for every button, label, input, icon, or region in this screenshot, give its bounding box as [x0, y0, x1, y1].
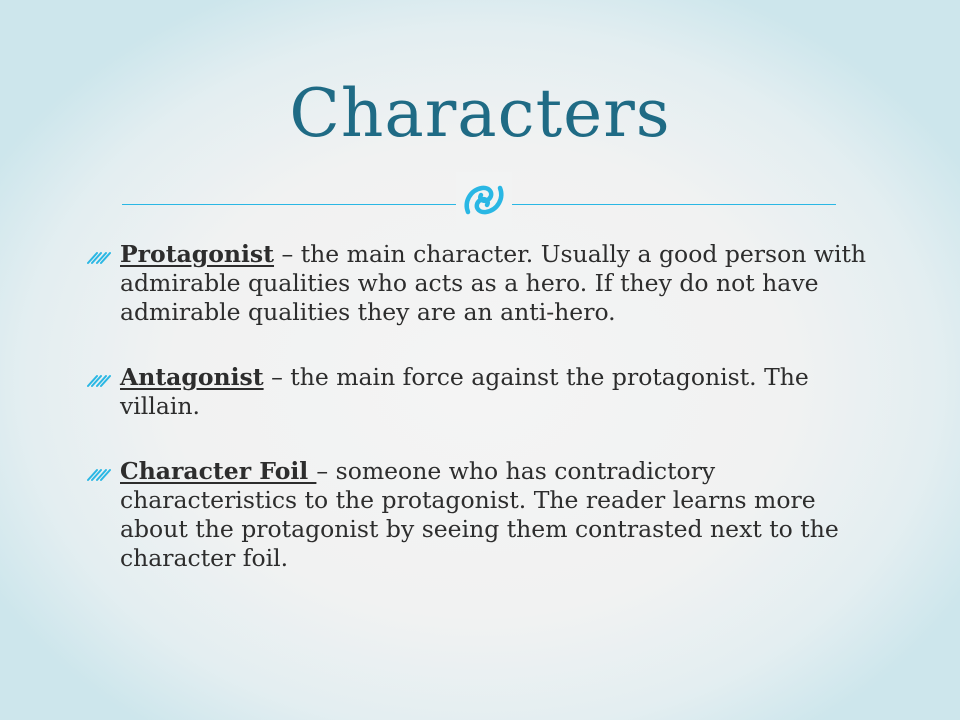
- term-protagonist: Protagonist: [120, 240, 275, 268]
- bullet-item-antagonist: [86, 363, 876, 421]
- definition-protagonist: – the main character. Usually a good person with admirable qualities who acts as a hero. If they do not have admirable qualities they are an anti-hero.: [120, 240, 867, 326]
- definition-antagonist: – the main force against the protagonist. The villain.: [120, 363, 809, 420]
- bullet-list: [86, 240, 876, 609]
- arrow-bullet-icon: [86, 245, 112, 263]
- definition-character-foil: – someone who has contradictory characteristics to the protagonist. The reader learns more about the protagonist by seeing them contrasted next to the character foil.: [120, 457, 839, 572]
- slide-title: Characters: [289, 75, 671, 152]
- term-character-foil: Character Foil: [120, 457, 317, 485]
- arrow-bullet-icon: [86, 462, 112, 480]
- bullet-item-protagonist: [86, 240, 876, 327]
- bullet-item-character-foil: [86, 457, 876, 573]
- swirl-ornament-icon: [456, 172, 512, 228]
- term-antagonist: Antagonist: [120, 363, 264, 391]
- arrow-bullet-icon: [86, 368, 112, 386]
